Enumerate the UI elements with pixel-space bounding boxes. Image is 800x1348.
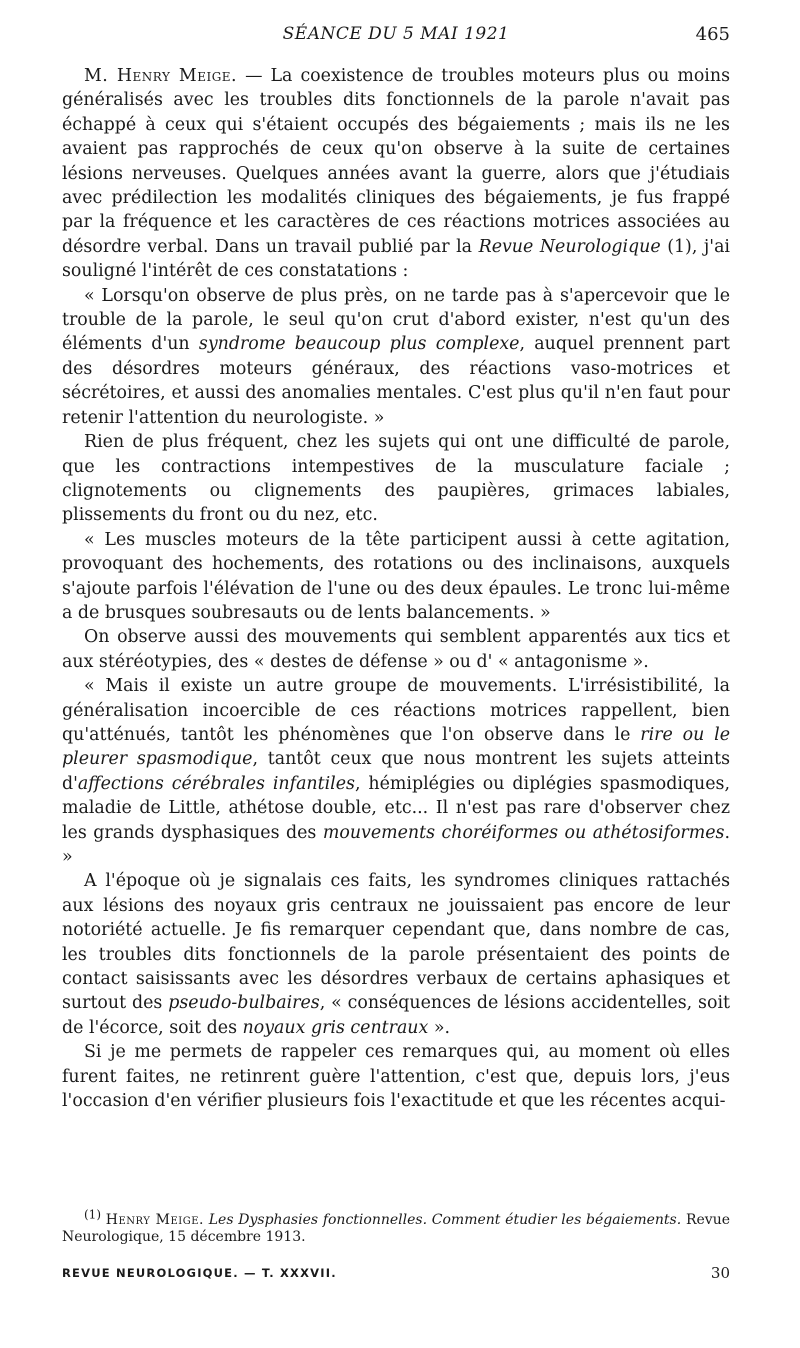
paragraph: Si je me permets de rappeler ces remarques qui, au moment où elles furent faites, ne retinrent guère l'attention, c'est que, depuis lors, j'eus l'occasion d'en vérifier plusieurs fois l'exactitude et que les récentes acqui-	[62, 1042, 730, 1112]
page-header	[62, 22, 730, 48]
footnote-marker: (1)	[84, 1207, 101, 1222]
article-body	[62, 64, 730, 1113]
paragraph: « Lorsqu'on observe de plus près, on ne tarde pas à s'apercevoir que le trouble de la parole, le seul qu'on crut d'abord exister, n'est qu'un des éléments d'un syndrome beaucoup plus complexe, auquel prennent part des désordres moteurs généraux, des réactions vaso-motrices et sécrétoires, et aussi des anomalies mentales. C'est plus qu'il n'en faut pour retenir l'attention du neurologiste. »	[62, 285, 730, 428]
page-number: 465	[695, 24, 730, 45]
paragraph: On observe aussi des mouvements qui semblent apparentés aux tics et aux stéréotypies, des « destes de défense » ou d' « antagonisme ».	[62, 627, 730, 672]
paragraph: A l'époque où je signalais ces faits, les syndromes cliniques rattachés aux lésions des noyaux gris centraux ne jouissaient pas encore de leur notoriété actuelle. Je fis remarquer cependant que, dans nombre de cas, les troubles dits fonctionnels de la parole présentaient des points de contact saisissants avec les désordres verbaux de certains aphasiques et surtout des pseudo-bulbaires, « conséquences de lésions accidentelles, soit de l'écorce, soit des noyaux gris centraux ».	[62, 871, 730, 1038]
journal-title: Revue Neurologique	[478, 236, 661, 257]
paragraph: « Mais il existe un autre groupe de mouvements. L'irrésistibilité, la généralisation incoercible de ces réactions motrices rappellent, bien qu'atténués, tantôt les phénomènes que l'on observe dans le rire ou le pleurer spasmodique, tantôt ceux que nous montrent les sujets atteints d'affections cérébrales infantiles, hémiplégies ou diplégies spasmodiques, maladie de Little, athétose double, etc... Il n'est pas rare d'observer chez les grands dysphasiques des mouvements choréiformes ou athétosiformes. »	[62, 676, 731, 867]
paragraph: « Les muscles moteurs de la tête participent aussi à cette agitation, provoquant des hochements, des rotations ou des inclinaisons, auxquels s'ajoute parfois l'élévation de l'une ou des deux épaules. Le tronc lui-même a de brusques soubresauts ou de lents balancements. »	[62, 529, 730, 623]
signature-number: 30	[710, 1264, 730, 1282]
running-head: SÉANCE DU 5 MAI 1921	[282, 24, 510, 44]
journal-signature: REVUE NEUROLOGIQUE. — T. XXXVII.	[62, 1266, 337, 1280]
paragraph: M. Henry Meige. — La coexistence de troubles moteurs plus ou moins généralisés avec les troubles dits fonctionnels de la parole n'avait pas échappé à ceux qui s'étaient occupés des bégaiements ; mais ils ne les avaient pas rapprochés de ceux qu'on observe à la suite de certaines lésions nerveuses. Quelques années avant la guerre, alors que j'étudiais avec prédilection les modalités cliniques des bégaiements, je fus frappé par la fréquence et les caractères de ces réactions motrices associées au désordre verbal. Dans un travail publié par la Revue Neurologique (1), j'ai souligné l'intérêt de ces constatations :	[62, 66, 730, 282]
footnote: (1) Henry Meige. Les Dysphasies fonctionnelles. Comment étudier les bégaiements. Revue Neurologique, 15 décembre 1913.	[62, 1207, 730, 1245]
author-name: M. Henry Meige.	[84, 66, 238, 86]
paragraph: Rien de plus fréquent, chez les sujets qui ont une difficulté de parole, que les contractions intempestives de la musculature faciale ; clignotements ou clignements des paupières, grimaces labiales, plissements du front ou du nez, etc.	[62, 432, 730, 526]
